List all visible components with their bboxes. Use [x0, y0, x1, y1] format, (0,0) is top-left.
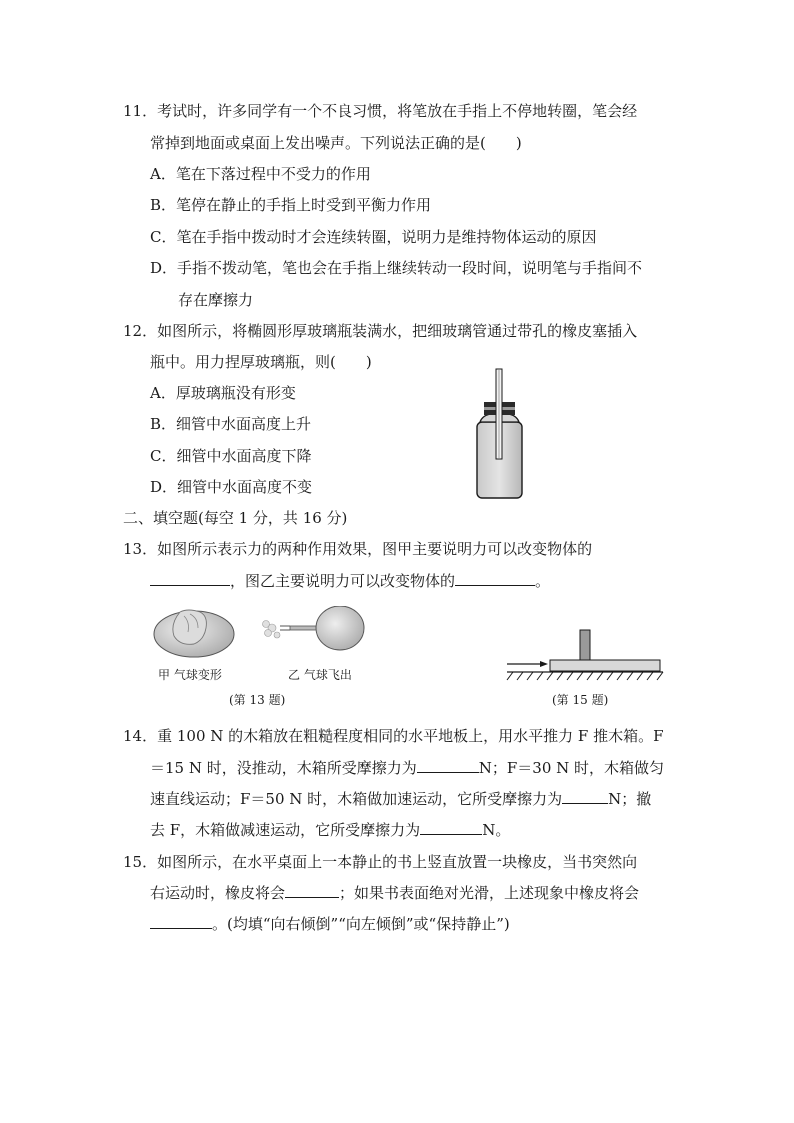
q12-option-a: A．厚玻璃瓶没有形变	[150, 384, 296, 402]
q14-text: 去 F，木箱做减速运动，它所受摩擦力为	[150, 821, 421, 839]
q14-text: N；F＝30 N 时，木箱做匀	[478, 759, 665, 777]
q14-text: N；撤	[608, 790, 652, 808]
q12-stem-line1: 12．如图所示，将椭圆形厚玻璃瓶装满水，把细玻璃管通过带孔的橡皮塞插入	[123, 322, 638, 340]
figure-label-jia: 甲 气球变形	[158, 668, 222, 682]
balloon-figure	[150, 606, 380, 664]
q15-text: 。(均填“向右倾倒”“向左倾倒”或“保持静止”)	[212, 915, 510, 933]
q14-text: N。	[482, 821, 511, 839]
q12-stem-line2: 瓶中。用力捏厚玻璃瓶，则( )	[150, 353, 372, 371]
answer-blank[interactable]	[417, 758, 479, 773]
q13-stem-line2	[150, 571, 550, 591]
figure-caption-15: (第 15 题)	[552, 693, 609, 707]
q15-text: 右运动时，橡皮将会	[150, 884, 286, 902]
answer-blank[interactable]	[455, 571, 535, 586]
q15-stem-line1: 15．如图所示，在水平桌面上一本静止的书上竖直放置一块橡皮，当书突然向	[123, 853, 638, 871]
q14-stem-line1: 14．重 100 N 的木箱放在粗糙程度相同的水平地板上，用水平推力 F 推木箱。F	[123, 727, 664, 745]
q14-stem-line2	[150, 758, 664, 778]
figure-label-yi: 乙 气球飞出	[288, 668, 352, 682]
q11-option-a: A．笔在下落过程中不受力的作用	[150, 165, 371, 183]
q15-stem-line3	[150, 914, 510, 934]
q11-option-d-line1: D．手指不拨动笔，笔也会在手指上继续转动一段时间，说明笔与手指间不	[150, 259, 643, 277]
bottle-figure	[470, 366, 530, 502]
q14-stem-line3	[150, 789, 651, 809]
answer-blank[interactable]	[420, 820, 482, 835]
answer-blank[interactable]	[150, 571, 230, 586]
q11-option-b: B．笔停在静止的手指上时受到平衡力作用	[150, 196, 432, 214]
q11-option-c: C．笔在手指中拨动时才会连续转圈，说明力是维持物体运动的原因	[150, 228, 597, 246]
q14-text: 速直线运动；F＝50 N 时，木箱做加速运动，它所受摩擦力为	[150, 790, 563, 808]
q14-stem-line4	[150, 820, 510, 840]
q13-stem-line1: 13．如图所示表示力的两种作用效果，图甲主要说明力可以改变物体的	[123, 540, 593, 558]
answer-blank[interactable]	[150, 914, 212, 929]
q11-stem-line2: 常掉到地面或桌面上发出噪声。下列说法正确的是( )	[150, 134, 522, 152]
q15-text: ；如果书表面绝对光滑，上述现象中橡皮将会	[339, 884, 640, 902]
section-fill-blank-heading: 二、填空题(每空 1 分，共 16 分)	[123, 509, 348, 527]
q13-text: 。	[535, 572, 551, 590]
q12-option-c: C．细管中水面高度下降	[150, 447, 312, 465]
figure-caption-13: (第 13 题)	[229, 693, 286, 707]
book-eraser-figure	[505, 628, 665, 684]
answer-blank[interactable]	[562, 789, 608, 804]
q11-stem-line1: 11．考试时，许多同学有一个不良习惯，将笔放在手指上不停地转圈，笔会经	[123, 102, 638, 120]
q14-text: ＝15 N 时，没推动，木箱所受摩擦力为	[150, 759, 417, 777]
q13-text: ，图乙主要说明力可以改变物体的	[230, 572, 456, 590]
q11-option-d-line2: 存在摩擦力	[178, 291, 254, 309]
q15-stem-line2	[150, 883, 639, 903]
answer-blank[interactable]	[285, 883, 339, 898]
q12-option-d: D．细管中水面高度不变	[150, 478, 313, 496]
q12-option-b: B．细管中水面高度上升	[150, 415, 312, 433]
